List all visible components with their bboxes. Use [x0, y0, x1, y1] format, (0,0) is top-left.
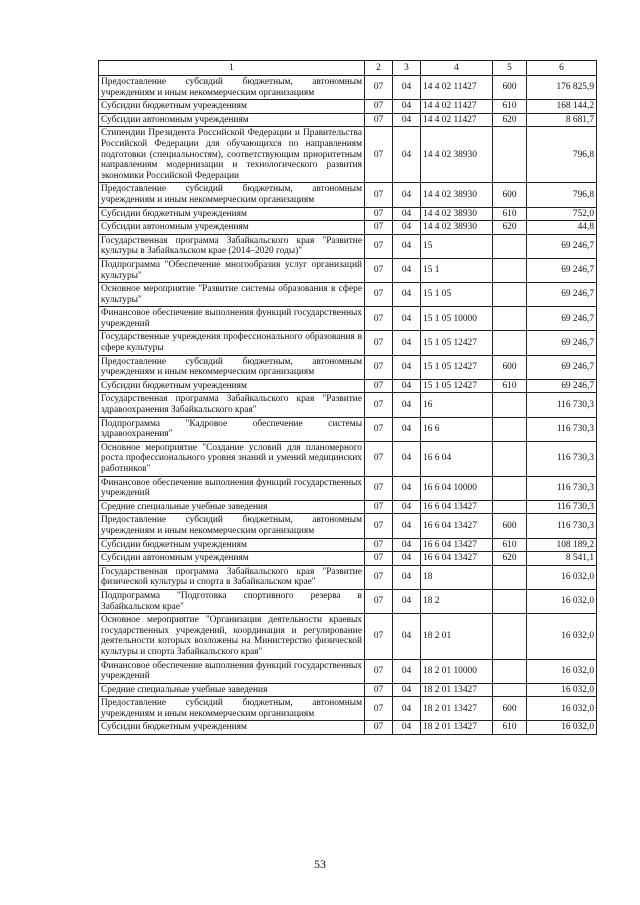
row-amount: 116 730,3: [527, 476, 597, 500]
table-row: [99, 207, 597, 221]
row-subsection: 04: [393, 393, 421, 417]
row-name: Основное мероприятие "Создание условий для планомерного роста профессионального уровня знаний и умений медицинских работников": [99, 441, 365, 476]
row-section: 07: [365, 100, 393, 114]
row-amount: 44,8: [527, 221, 597, 235]
row-amount: 16 032,0: [527, 721, 597, 735]
budget-table: [98, 60, 597, 735]
row-name: Государственная программа Забайкальского края "Развитие здравоохранения Забайкальского края": [99, 393, 365, 417]
header-col-2: 2: [365, 61, 393, 76]
row-expense-type: [493, 476, 527, 500]
row-subsection: 04: [393, 552, 421, 566]
row-name: Финансовое обеспечение выполнения функций государственных учреждений: [99, 476, 365, 500]
row-section: 07: [365, 258, 393, 282]
row-section: 07: [365, 441, 393, 476]
row-subsection: 04: [393, 221, 421, 235]
row-section: 07: [365, 127, 393, 183]
row-section: 07: [365, 683, 393, 697]
row-subsection: 04: [393, 476, 421, 500]
row-subsection: 04: [393, 307, 421, 331]
row-amount: 16 032,0: [527, 565, 597, 589]
row-expense-type: 610: [493, 721, 527, 735]
row-expense-type: [493, 565, 527, 589]
row-subsection: 04: [393, 697, 421, 721]
row-name: Субсидии автономным учреждениям: [99, 113, 365, 127]
row-subsection: 04: [393, 100, 421, 114]
row-target-article: 15 1 05: [421, 283, 493, 307]
row-subsection: 04: [393, 355, 421, 379]
row-section: 07: [365, 697, 393, 721]
row-target-article: 18 2 01 13427: [421, 697, 493, 721]
row-target-article: 18 2 01 10000: [421, 659, 493, 683]
row-name: Финансовое обеспечение выполнения функций государственных учреждений: [99, 659, 365, 683]
row-target-article: 16 6 04: [421, 441, 493, 476]
row-amount: 796,8: [527, 183, 597, 207]
row-name: Предоставление субсидий бюджетным, автономным учреждениям и иным некоммерческим организациям: [99, 697, 365, 721]
row-name: Государственная программа Забайкальского края "Развитие культуры в Забайкальском крае (2014–2020 годы)": [99, 234, 365, 258]
row-subsection: 04: [393, 721, 421, 735]
row-section: 07: [365, 552, 393, 566]
row-target-article: 14 4 02 11427: [421, 76, 493, 100]
table-row: [99, 683, 597, 697]
row-amount: 116 730,3: [527, 514, 597, 538]
table-row: [99, 183, 597, 207]
row-section: 07: [365, 476, 393, 500]
row-target-article: 15 1 05 12427: [421, 379, 493, 393]
row-amount: 116 730,3: [527, 417, 597, 441]
row-name: Государственная программа Забайкальского края "Развитие физической культуры и спорта в Забайкальском крае": [99, 565, 365, 589]
row-expense-type: [493, 331, 527, 355]
row-amount: 16 032,0: [527, 589, 597, 613]
row-subsection: 04: [393, 183, 421, 207]
row-target-article: 18 2 01 13427: [421, 683, 493, 697]
row-section: 07: [365, 379, 393, 393]
row-subsection: 04: [393, 417, 421, 441]
row-target-article: 18 2: [421, 589, 493, 613]
row-expense-type: 610: [493, 207, 527, 221]
table-row: [99, 258, 597, 282]
row-amount: 752,0: [527, 207, 597, 221]
row-target-article: 14 4 02 11427: [421, 113, 493, 127]
row-subsection: 04: [393, 379, 421, 393]
row-target-article: 18 2 01 13427: [421, 721, 493, 735]
table-row: [99, 331, 597, 355]
row-subsection: 04: [393, 76, 421, 100]
table-row: [99, 552, 597, 566]
row-expense-type: 610: [493, 379, 527, 393]
row-target-article: 14 4 02 38930: [421, 207, 493, 221]
row-amount: 116 730,3: [527, 500, 597, 514]
table-row: [99, 307, 597, 331]
row-name: Основное мероприятие "Развитие системы образования в сфере культуры": [99, 283, 365, 307]
row-target-article: 15 1 05 12427: [421, 355, 493, 379]
row-amount: 16 032,0: [527, 683, 597, 697]
row-amount: 69 246,7: [527, 355, 597, 379]
row-name: Субсидии автономным учреждениям: [99, 552, 365, 566]
row-name: Предоставление субсидий бюджетным, автономным учреждениям и иным некоммерческим организациям: [99, 355, 365, 379]
row-expense-type: 610: [493, 100, 527, 114]
row-amount: 8 541,1: [527, 552, 597, 566]
row-amount: 116 730,3: [527, 393, 597, 417]
row-name: Подпрограмма "Подготовка спортивного резерва в Забайкальском крае": [99, 589, 365, 613]
row-amount: 168 144,2: [527, 100, 597, 114]
row-target-article: 16 6: [421, 417, 493, 441]
table-row: [99, 100, 597, 114]
header-row: [99, 61, 597, 76]
row-section: 07: [365, 721, 393, 735]
row-name: Предоставление субсидий бюджетным, автономным учреждениям и иным некоммерческим организациям: [99, 183, 365, 207]
table-row: [99, 589, 597, 613]
row-expense-type: [493, 234, 527, 258]
row-subsection: 04: [393, 283, 421, 307]
row-name: Субсидии бюджетным учреждениям: [99, 379, 365, 393]
row-name: Предоставление субсидий бюджетным, автономным учреждениям и иным некоммерческим организациям: [99, 514, 365, 538]
row-section: 07: [365, 113, 393, 127]
row-section: 07: [365, 355, 393, 379]
row-target-article: 15 1 05 10000: [421, 307, 493, 331]
row-subsection: 04: [393, 538, 421, 552]
table-row: [99, 659, 597, 683]
row-expense-type: [493, 683, 527, 697]
row-section: 07: [365, 207, 393, 221]
row-target-article: 16 6 04 13427: [421, 500, 493, 514]
row-target-article: 16 6 04 13427: [421, 514, 493, 538]
row-amount: 108 189,2: [527, 538, 597, 552]
table-row: [99, 113, 597, 127]
row-name: Основное мероприятие "Организация деятельности краевых государственных учреждений, координация и регулирование деятельности которых возложены на Министерство физической культуры и спорта Забайкальского края": [99, 614, 365, 659]
row-section: 07: [365, 283, 393, 307]
row-amount: 69 246,7: [527, 379, 597, 393]
row-subsection: 04: [393, 127, 421, 183]
table-row: [99, 393, 597, 417]
row-expense-type: 620: [493, 221, 527, 235]
row-amount: 16 032,0: [527, 614, 597, 659]
table-row: [99, 500, 597, 514]
page-number: 53: [314, 857, 326, 871]
table-row: [99, 721, 597, 735]
row-amount: 796,8: [527, 127, 597, 183]
row-target-article: 15 1 05 12427: [421, 331, 493, 355]
row-section: 07: [365, 234, 393, 258]
row-expense-type: 600: [493, 355, 527, 379]
row-name: Субсидии бюджетным учреждениям: [99, 100, 365, 114]
row-name: Субсидии бюджетным учреждениям: [99, 207, 365, 221]
header-col-1: 1: [99, 61, 365, 76]
row-target-article: 15: [421, 234, 493, 258]
table-row: [99, 538, 597, 552]
row-target-article: 16 6 04 13427: [421, 552, 493, 566]
row-subsection: 04: [393, 683, 421, 697]
row-expense-type: [493, 441, 527, 476]
row-section: 07: [365, 393, 393, 417]
row-name: Подпрограмма "Кадровое обеспечение системы здравоохранения": [99, 417, 365, 441]
row-expense-type: 610: [493, 538, 527, 552]
row-target-article: 18 2 01: [421, 614, 493, 659]
row-section: 07: [365, 417, 393, 441]
row-amount: 16 032,0: [527, 659, 597, 683]
header-col-5: 5: [493, 61, 527, 76]
row-expense-type: [493, 307, 527, 331]
row-section: 07: [365, 331, 393, 355]
row-section: 07: [365, 514, 393, 538]
row-section: 07: [365, 307, 393, 331]
table-row: [99, 234, 597, 258]
table-row: [99, 127, 597, 183]
table-row: [99, 76, 597, 100]
row-target-article: 14 4 02 11427: [421, 100, 493, 114]
table-row: [99, 565, 597, 589]
row-expense-type: 600: [493, 183, 527, 207]
table-row: [99, 476, 597, 500]
row-amount: 16 032,0: [527, 697, 597, 721]
row-expense-type: [493, 589, 527, 613]
row-name: Предоставление субсидий бюджетным, автономным учреждениям и иным некоммерческим организациям: [99, 76, 365, 100]
row-section: 07: [365, 589, 393, 613]
table-row: [99, 697, 597, 721]
row-expense-type: 620: [493, 113, 527, 127]
row-name: Субсидии бюджетным учреждениям: [99, 721, 365, 735]
row-name: Финансовое обеспечение выполнения функций государственных учреждений: [99, 307, 365, 331]
row-target-article: 18: [421, 565, 493, 589]
row-target-article: 15 1: [421, 258, 493, 282]
row-subsection: 04: [393, 331, 421, 355]
row-expense-type: 600: [493, 697, 527, 721]
header-col-4: 4: [421, 61, 493, 76]
row-subsection: 04: [393, 659, 421, 683]
row-target-article: 14 4 02 38930: [421, 221, 493, 235]
row-name: Субсидии бюджетным учреждениям: [99, 538, 365, 552]
row-subsection: 04: [393, 441, 421, 476]
row-section: 07: [365, 538, 393, 552]
row-amount: 69 246,7: [527, 283, 597, 307]
table-row: [99, 379, 597, 393]
row-subsection: 04: [393, 113, 421, 127]
row-amount: 69 246,7: [527, 234, 597, 258]
row-subsection: 04: [393, 500, 421, 514]
row-section: 07: [365, 500, 393, 514]
row-expense-type: [493, 258, 527, 282]
table-row: [99, 417, 597, 441]
row-section: 07: [365, 614, 393, 659]
row-name: Государственные учреждения профессионального образования в сфере культуры: [99, 331, 365, 355]
row-subsection: 04: [393, 565, 421, 589]
row-expense-type: [493, 393, 527, 417]
table-row: [99, 441, 597, 476]
row-amount: 69 246,7: [527, 258, 597, 282]
row-expense-type: [493, 283, 527, 307]
row-subsection: 04: [393, 614, 421, 659]
row-name: Средние специальные учебные заведения: [99, 683, 365, 697]
table-row: [99, 614, 597, 659]
row-name: Средние специальные учебные заведения: [99, 500, 365, 514]
row-target-article: 16: [421, 393, 493, 417]
row-target-article: 14 4 02 38930: [421, 183, 493, 207]
row-subsection: 04: [393, 234, 421, 258]
row-section: 07: [365, 659, 393, 683]
table-row: [99, 283, 597, 307]
row-target-article: 16 6 04 13427: [421, 538, 493, 552]
row-expense-type: 600: [493, 514, 527, 538]
row-expense-type: 600: [493, 76, 527, 100]
table-body: [99, 76, 597, 735]
row-expense-type: [493, 500, 527, 514]
row-expense-type: [493, 614, 527, 659]
row-subsection: 04: [393, 207, 421, 221]
row-expense-type: [493, 659, 527, 683]
row-subsection: 04: [393, 258, 421, 282]
row-expense-type: [493, 417, 527, 441]
row-section: 07: [365, 76, 393, 100]
row-amount: 176 825,9: [527, 76, 597, 100]
row-section: 07: [365, 221, 393, 235]
row-name: Стипендии Президента Российской Федерации и Правительства Российской Федерации для обучающихся по направлениям подготовки (специальностям), соответствующим приоритетным направлениям модернизации и технологического развития экономики Российской Федерации: [99, 127, 365, 183]
row-subsection: 04: [393, 589, 421, 613]
table-row: [99, 355, 597, 379]
table-row: [99, 514, 597, 538]
row-target-article: 16 6 04 10000: [421, 476, 493, 500]
row-amount: 116 730,3: [527, 441, 597, 476]
table-row: [99, 221, 597, 235]
row-expense-type: 620: [493, 552, 527, 566]
header-col-6: 6: [527, 61, 597, 76]
row-amount: 69 246,7: [527, 307, 597, 331]
row-name: Субсидии автономным учреждениям: [99, 221, 365, 235]
row-subsection: 04: [393, 514, 421, 538]
row-section: 07: [365, 565, 393, 589]
row-section: 07: [365, 183, 393, 207]
row-amount: 8 681,7: [527, 113, 597, 127]
row-name: Подпрограмма "Обеспечение многообразия услуг организаций культуры": [99, 258, 365, 282]
row-target-article: 14 4 02 38930: [421, 127, 493, 183]
header-col-3: 3: [393, 61, 421, 76]
row-expense-type: [493, 127, 527, 183]
row-amount: 69 246,7: [527, 331, 597, 355]
